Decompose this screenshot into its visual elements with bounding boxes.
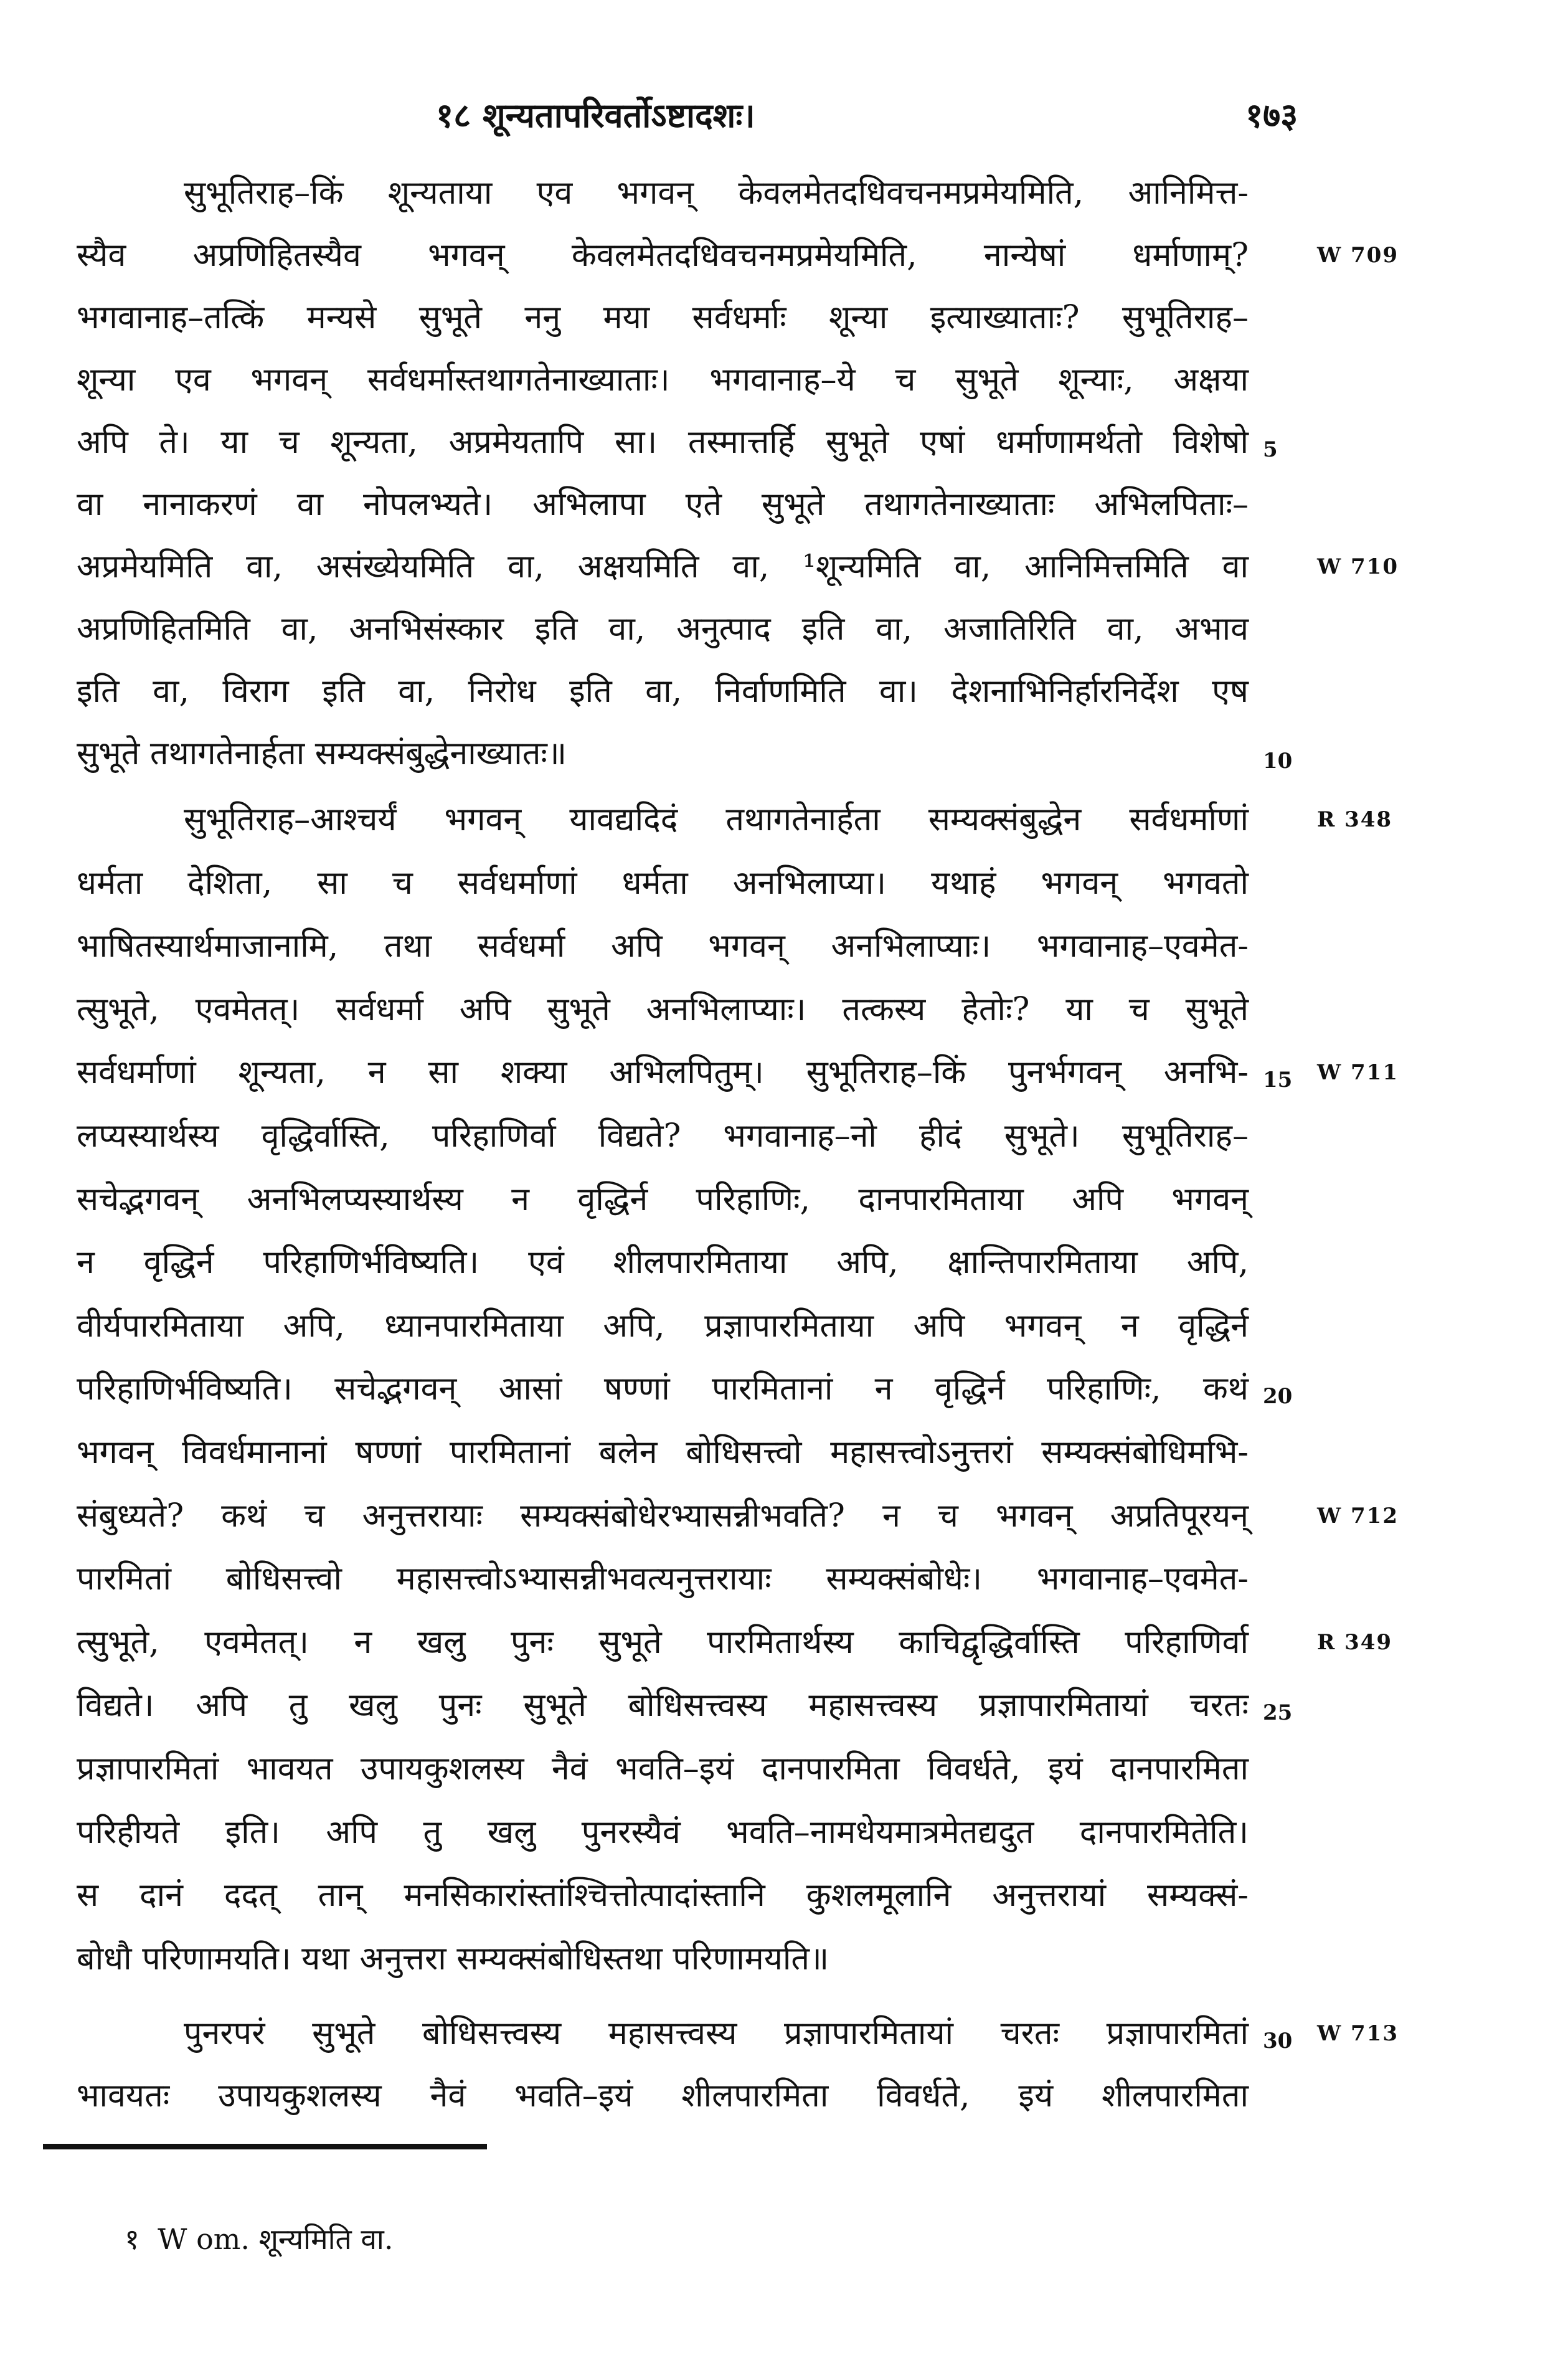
text-line: परिहाणिर्भविष्यति। सचेद्भगवन् आसां षण्णां पारमितानां न वृद्धिर्न परिहाणिः, कथं: [77, 1370, 1249, 1408]
footnote-marker: १: [125, 2222, 139, 2256]
margin-reference: R 348: [1317, 807, 1393, 832]
text-line: सुभूतिराह–किं शून्यताया एव भगवन् केवलमेतदधिवचनमप्रमेयमिति, आनिमित्त-: [184, 174, 1249, 212]
margin-reference: W 713: [1317, 2021, 1399, 2046]
line-number: 15: [1263, 1068, 1293, 1092]
line-number: 30: [1263, 2029, 1293, 2053]
text-line: त्सुभूते, एवमेतत्। सर्वधर्मा अपि सुभूते अनभिलाप्याः। तत्कस्य हेतोः? या च सुभूते: [77, 991, 1249, 1028]
margin-reference: W 712: [1317, 1504, 1399, 1528]
line-number: 5: [1263, 437, 1278, 462]
line-number: 10: [1263, 749, 1293, 774]
text-line: सर्वधर्माणां शून्यता, न सा शक्या अभिलपितुम्। सुभूतिराह–किं पुनर्भगवन् अनभि-: [77, 1054, 1249, 1091]
text-line: भगवन् विवर्धमानानां षण्णां पारमितानां बलेन बोधिसत्त्वो महासत्त्वोऽनुत्तरां सम्यक्संबोधिमभि-: [77, 1434, 1249, 1471]
text-line: लप्यस्यार्थस्य वृद्धिर्वास्ति, परिहाणिर्वा विद्यते? भगवानाह–नो हीदं सुभूते। सुभूतिराह–: [77, 1117, 1249, 1155]
text-line: अप्रमेयमिति वा, असंख्येयमिति वा, अक्षयमिति वा, ¹शून्यमिति वा, आनिमित्तमिति वा: [77, 548, 1249, 585]
margin-reference: W 709: [1317, 243, 1399, 268]
text-line: इति वा, विराग इति वा, निरोध इति वा, निर्वाणमिति वा। देशनाभिनिर्हारनिर्देश एष: [77, 673, 1249, 710]
text-line: पुनरपरं सुभूते बोधिसत्त्वस्य महासत्त्वस्य प्रज्ञापारमितायां चरतः प्रज्ञापारमितां: [184, 2015, 1249, 2052]
text-line: वा नानाकरणं वा नोपलभ्यते। अभिलापा एते सुभूते तथागतेनाख्याताः अभिलपिताः–: [77, 486, 1249, 523]
footnote: [125, 2217, 393, 2261]
text-line: स दानं ददत् तान् मनसिकारांस्तांश्चित्तोत्पादांस्तानि कुशलमूलानि अनुत्तरायां सम्यक्सं-: [77, 1877, 1249, 1914]
margin-reference: W 710: [1317, 554, 1399, 579]
text-line: पारमितां बोधिसत्त्वो महासत्त्वोऽभ्यासन्नीभवत्यनुत्तरायाः सम्यक्संबोधेः। भगवानाह–एवमेत-: [77, 1560, 1249, 1598]
text-line: स्यैव अप्रणिहितस्यैव भगवन् केवलमेतदधिवचनमप्रमेयमिति, नान्येषां धर्माणाम्?: [77, 237, 1249, 274]
text-line: शून्या एव भगवन् सर्वधर्मास्तथागतेनाख्याताः। भगवानाह–ये च सुभूते शून्याः, अक्षया: [77, 361, 1249, 399]
text-line: संबुध्यते? कथं च अनुत्तरायाः सम्यक्संबोधेरभ्यासन्नीभवति? न च भगवन् अप्रतिपूरयन्: [77, 1497, 1249, 1535]
text-line: सचेद्भगवन् अनभिलप्यस्यार्थस्य न वृद्धिर्न परिहाणिः, दानपारमिताया अपि भगवन्: [77, 1181, 1249, 1218]
text-line: त्सुभूते, एवमेतत्। न खलु पुनः सुभूते पारमितार्थस्य काचिद्वृद्धिर्वास्ति परिहाणिर्वा: [77, 1624, 1249, 1661]
text-line: विद्यते। अपि तु खलु पुनः सुभूते बोधिसत्त्वस्य महासत्त्वस्य प्रज्ञापारमितायां चरतः: [77, 1687, 1249, 1724]
text-line: अप्रणिहितमिति वा, अनभिसंस्कार इति वा, अनुत्पाद इति वा, अजातिरिति वा, अभाव: [77, 610, 1249, 648]
text-line: परिहीयते इति। अपि तु खलु पुनरस्यैवं भवति–नामधेयमात्रमेतद्यदुत दानपारमितेति।: [77, 1814, 1249, 1851]
margin-reference: W 711: [1317, 1060, 1399, 1085]
text-line: वीर्यपारमिताया अपि, ध्यानपारमिताया अपि, प्रज्ञापारमिताया अपि भगवन् न वृद्धिर्न: [77, 1307, 1249, 1345]
text-line: न वृद्धिर्न परिहाणिर्भविष्यति। एवं शीलपारमिताया अपि, क्षान्तिपारमिताया अपि,: [77, 1244, 1249, 1281]
text-line: अपि ते। या च शून्यता, अप्रमेयतापि सा। तस्मात्तर्हि सुभूते एषां धर्माणामर्थतो विशेषो: [77, 424, 1249, 461]
text-line: सुभूतिराह–आश्चर्यं भगवन् यावद्यदिदं तथागतेनार्हता सम्यक्संबुद्धेन सर्वधर्माणां: [184, 801, 1249, 838]
line-number: 25: [1263, 1700, 1293, 1725]
margin-reference: R 349: [1317, 1630, 1393, 1655]
text-line: भगवानाह–तत्किं मन्यसे सुभूते ननु मया सर्वधर्माः शून्या इत्याख्याताः? सुभूतिराह–: [77, 299, 1249, 336]
footnote-rule: [43, 2144, 487, 2149]
running-header-title: १८ शून्यतापरिवर्तोऽष्टादशः।: [436, 95, 755, 135]
footnote-text: W om. शून्यमिति वा.: [158, 2222, 394, 2256]
text-line: धर्मता देशिता, सा च सर्वधर्माणां धर्मता अनभिलाप्या। यथाहं भगवन् भगवतो: [77, 864, 1249, 902]
text-line: सुभूते तथागतेनार्हता सम्यक्संबुद्धेनाख्यातः॥: [77, 735, 567, 772]
text-line: बोधौ परिणामयति। यथा अनुत्तरा सम्यक्संबोधिस्तथा परिणामयति॥: [77, 1940, 829, 1978]
text-line: प्रज्ञापारमितां भावयत उपायकुशलस्य नैवं भवति–इयं दानपारमिता विवर्धते, इयं दानपारमिता: [77, 1750, 1249, 1788]
text-line: भाषितस्यार्थमाजानामि, तथा सर्वधर्मा अपि भगवन् अनभिलाप्याः। भगवानाह–एवमेत-: [77, 927, 1249, 965]
page-number: १७३: [1245, 95, 1298, 135]
line-number: 20: [1263, 1384, 1293, 1409]
text-line: भावयतः उपायकुशलस्य नैवं भवति–इयं शीलपारमिता विवर्धते, इयं शीलपारमिता: [77, 2077, 1249, 2115]
